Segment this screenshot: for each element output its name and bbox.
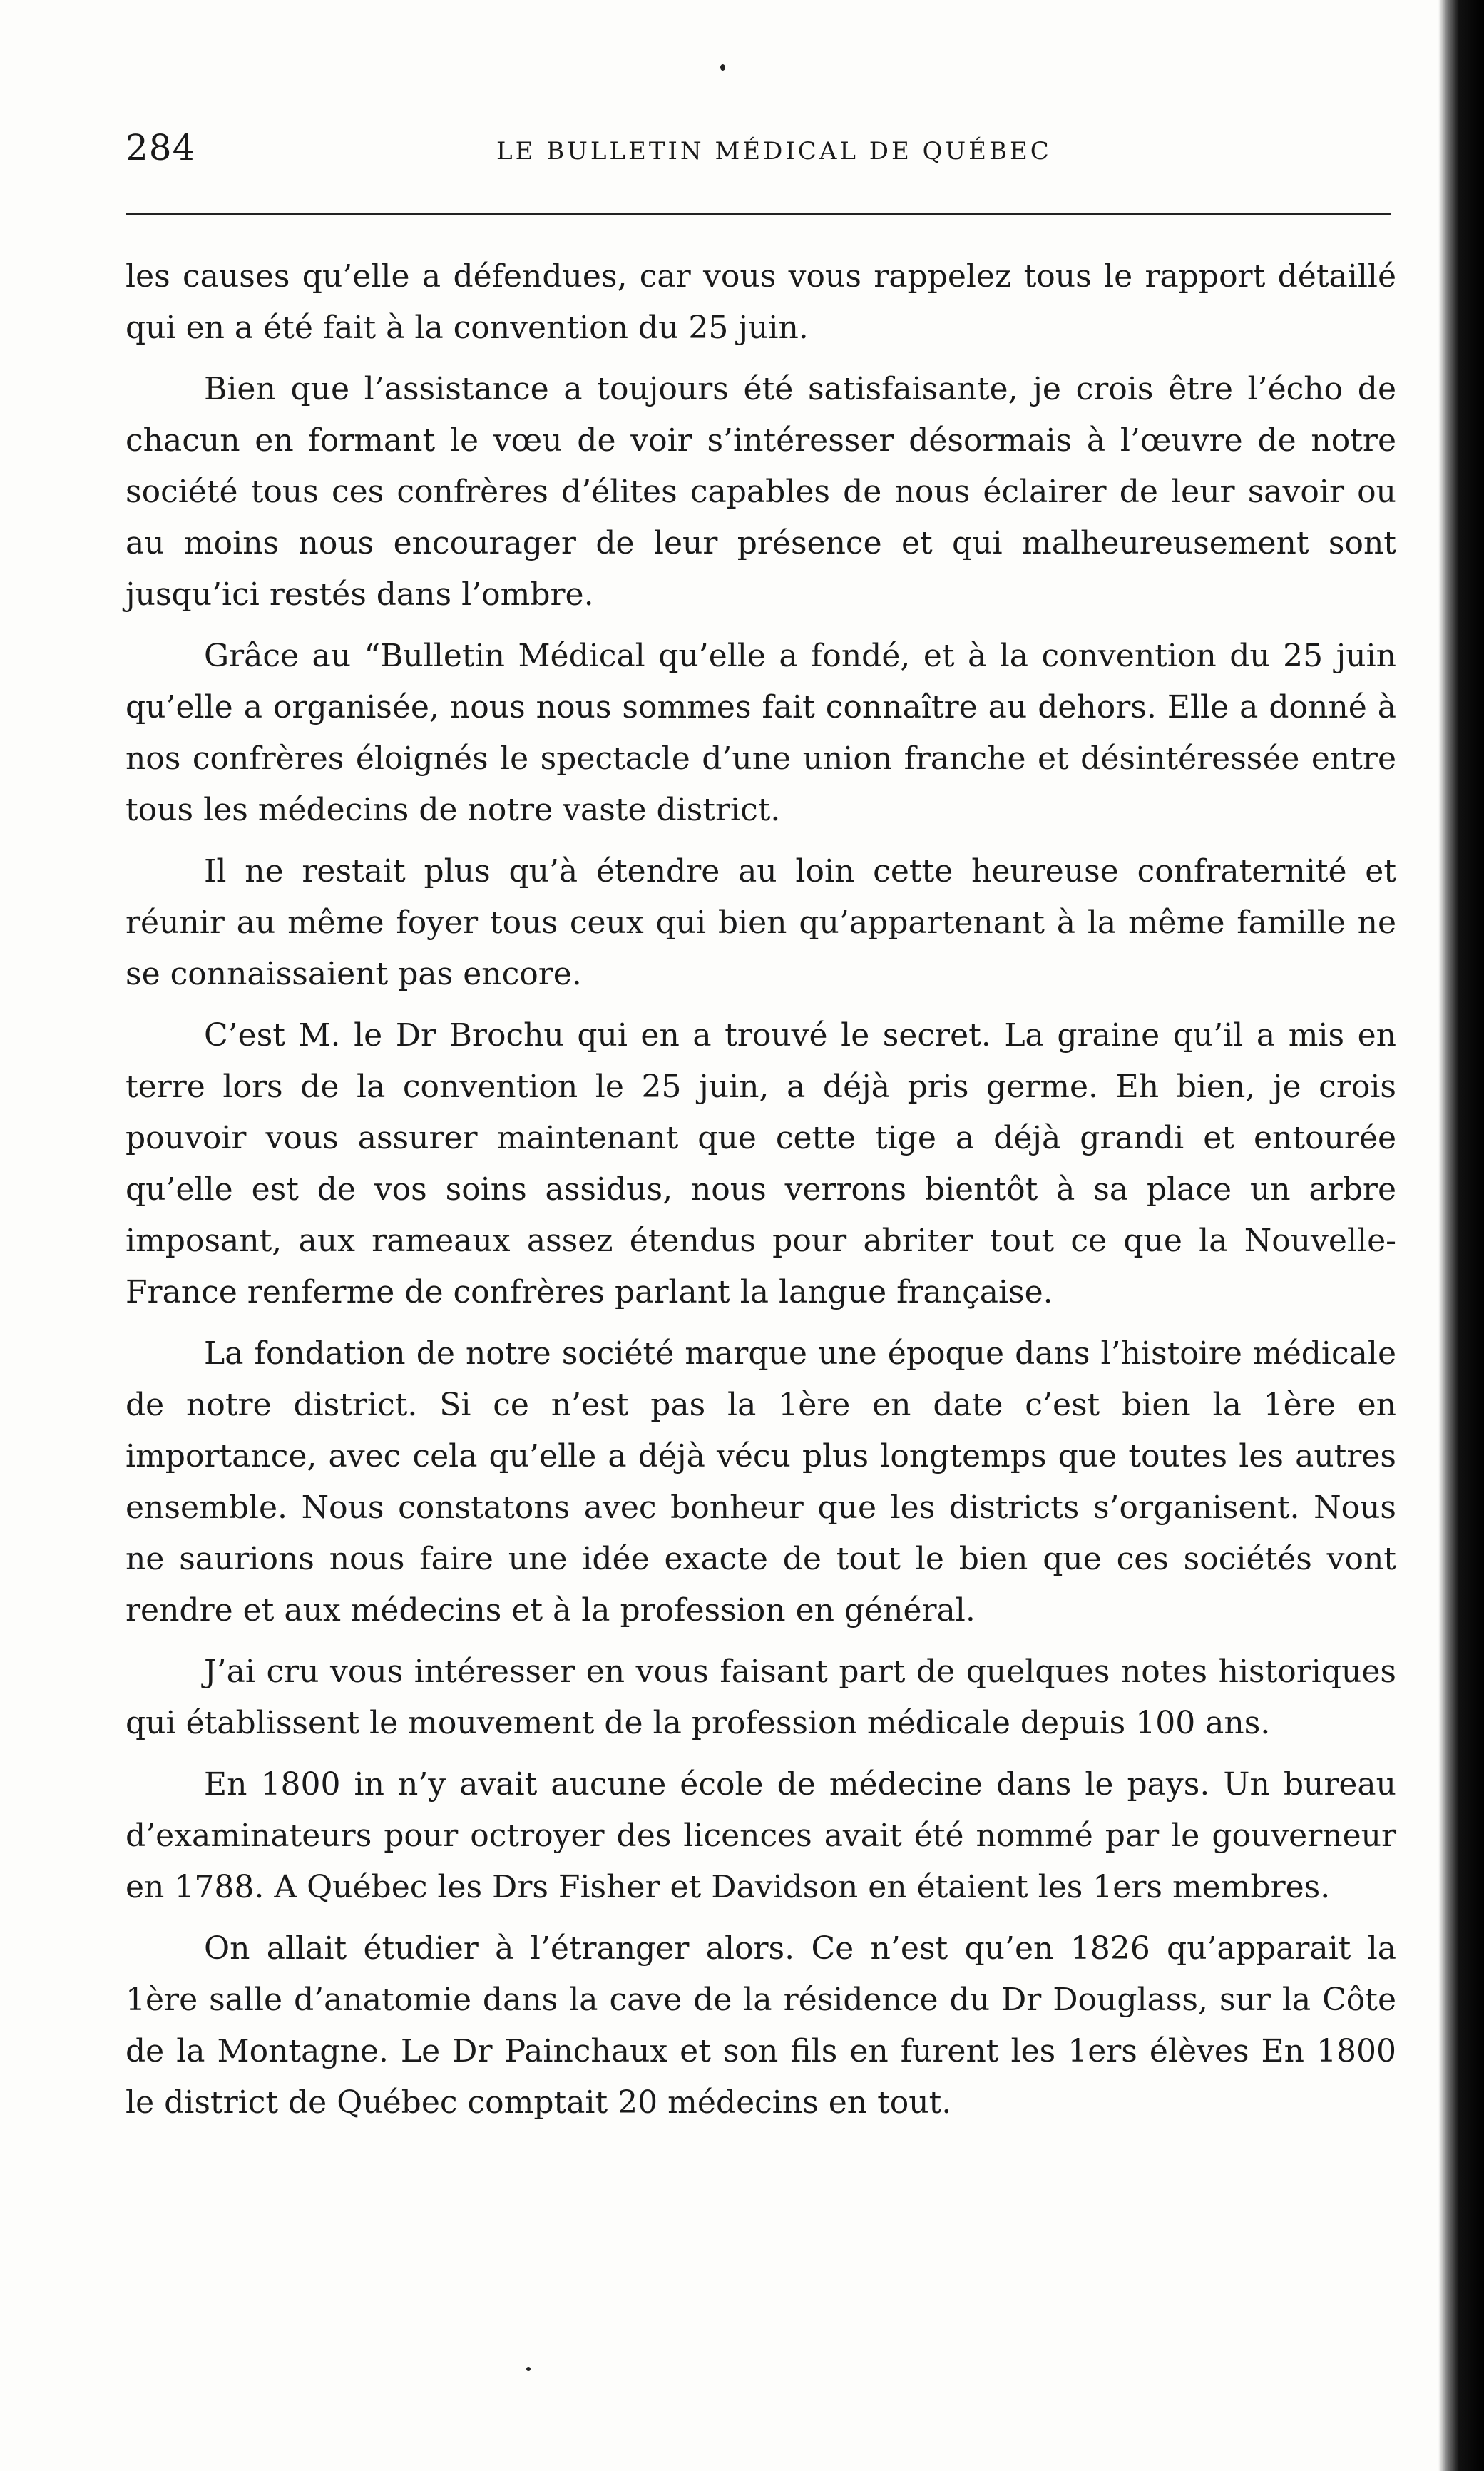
paragraph-4: Il ne restait plus qu’à étendre au loin cette heureuse confraternité et réunir au même foyer tous ceux qui bien qu’appartenant à la même famille ne se connaissaient pas encore. [126,853,1396,992]
paragraph-1: les causes qu’elle a défendues, car vous vous rappelez tous le rapport détaillé qui en a été fait à la convention du 25 juin. [126,258,1396,346]
paragraph-9: On allait étudier à l’étranger alors. Ce n’est qu’en 1826 qu’apparait la 1ère salle d’anatomie dans la cave de la résidence du Dr Douglass, sur la Côte de la Montagne. Le Dr Painchaux et son fils en furent les 1ers élèves En 1800 le district de Québec comptait 20 médecins en tout. [126,1930,1396,2121]
paragraph-8: En 1800 in n’y avait aucune école de médecine dans le pays. Un bureau d’examinateurs pour octroyer des licences avait été nommé par le gouverneur en 1788. A Québec les Drs Fisher et Davidson en étaient les 1ers membres. [126,1766,1396,1905]
page-header [126,127,1395,184]
page-number: 284 [126,127,196,168]
body-text [126,251,1396,2139]
running-title: LE BULLETIN MÉDICAL DE QUÉBEC [496,137,1052,165]
paragraph-7: J’ai cru vous intéresser en vous faisant part de quelques notes historiques qui établissent le mouvement de la profession médicale depuis 100 ans. [126,1654,1396,1741]
paragraph-2: Bien que l’assistance a toujours été satisfaisante, je crois être l’écho de chacun en formant le vœu de voir s’intéresser désormais à l’œuvre de notre société tous ces confrères d’élites capables de nous éclairer de leur savoir ou au moins nous encourager de leur présence et qui malheureusement sont jusqu’ici restés dans l’ombre. [126,371,1396,613]
paragraph-6: La fondation de notre société marque une époque dans l’histoire médicale de notre district. Si ce n’est pas la 1ère en date c’est bien la 1ère en importance, avec cela qu’elle a déjà vécu plus longtemps que toutes les autres ensemble. Nous constatons avec bonheur que les districts s’organisent. Nous ne saurions nous faire une idée exacte de tout le bien que ces sociétés vont rendre et aux médecins et à la profession en général. [126,1335,1396,1629]
paragraph-3: Grâce au “Bulletin Médical qu’elle a fondé, et à la convention du 25 juin qu’elle a organisée, nous nous sommes fait connaître au dehors. Elle a donné à nos confrères éloignés le spectacle d’une union franche et désintéressée entre tous les médecins de notre vaste district. [126,638,1396,828]
paragraph-5: C’est M. le Dr Brochu qui en a trouvé le secret. La graine qu’il a mis en terre lors de la convention le 25 juin, a déjà pris germe. Eh bien, je crois pouvoir vous assurer maintenant que cette tige a déjà grandi et entourée qu’elle est de vos soins assidus, nous verrons bientôt à sa place un arbre imposant, aux rameaux assez étendus pour abriter tout ce que la Nouvelle-France renferme de confrères parlant la langue française. [126,1017,1396,1310]
ink-speck [720,64,725,71]
header-rule [126,213,1391,215]
ink-speck [526,2367,531,2371]
binding-edge [1438,0,1484,2471]
